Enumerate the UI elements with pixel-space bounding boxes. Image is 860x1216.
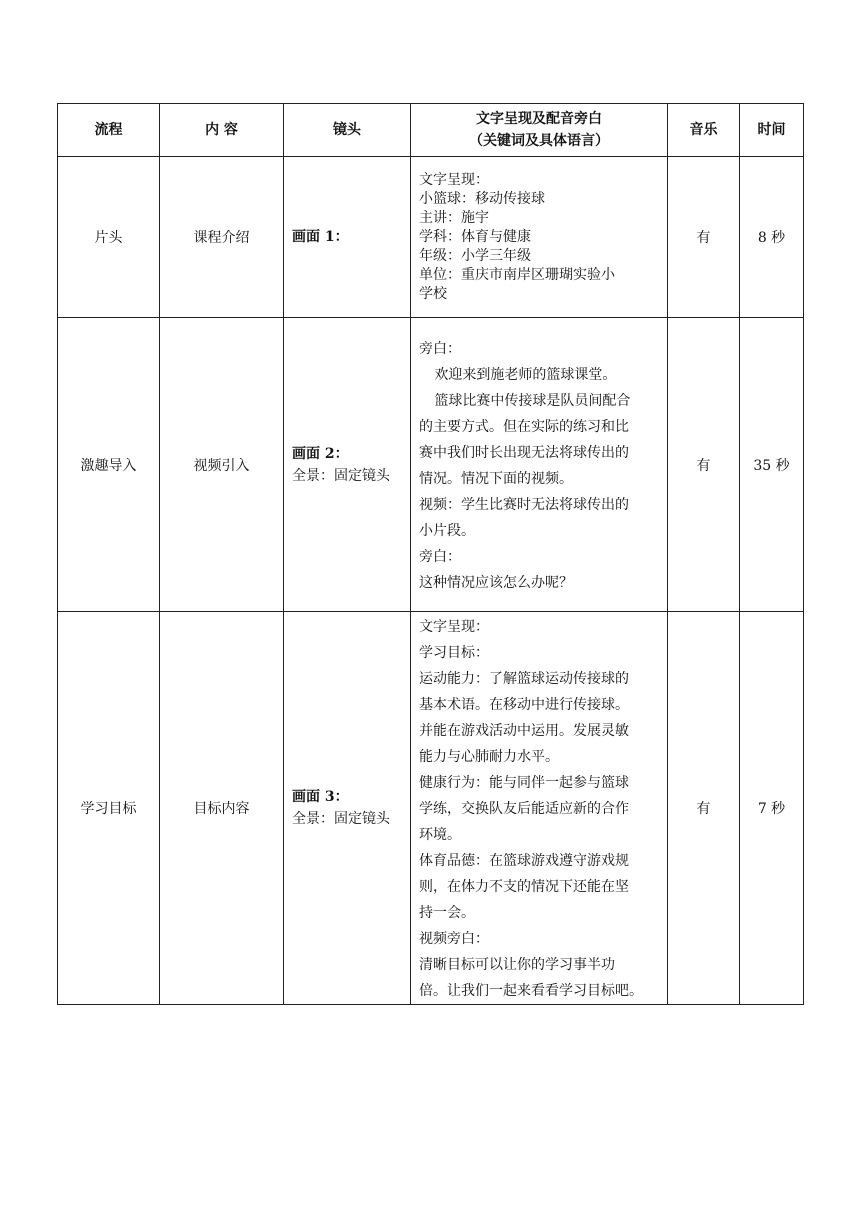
text-line: 年级：小学三年级 (419, 248, 531, 264)
text-line: 篮球比赛中传接球是队员间配合 (434, 393, 631, 409)
music-cell: 有 (668, 157, 740, 318)
text-line: 运动能力：了解篮球运动传接球的 (419, 671, 629, 687)
shot-detail: 全景：固定镜头 (292, 811, 390, 827)
text-line: 旁白： (419, 549, 461, 565)
header-row (58, 104, 804, 157)
text-line: 视频：学生比赛时无法将球传出的 (419, 497, 629, 513)
text-line: 体育品德：在篮球游戏遵守游戏规 (419, 853, 629, 869)
header-time: 时间 (740, 104, 804, 157)
text-cell (411, 318, 668, 612)
text-line: 主讲：施宇 (419, 210, 489, 226)
music-cell: 有 (668, 612, 740, 1005)
time-cell: 8 秒 (740, 157, 804, 318)
text-line: 清晰目标可以让你的学习事半功 (419, 957, 615, 973)
content-cell: 课程介绍 (160, 157, 284, 318)
header-shot: 镜头 (284, 104, 411, 157)
shot-title: 画面 2： (292, 445, 349, 462)
header-music: 音乐 (668, 104, 740, 157)
text-line: 能力与心肺耐力水平。 (419, 749, 559, 765)
content-cell: 目标内容 (160, 612, 284, 1005)
text-line: 情况。情况下面的视频。 (419, 471, 573, 487)
shot-cell (284, 157, 411, 318)
music-cell: 有 (668, 318, 740, 612)
shot-detail: 全景：固定镜头 (292, 467, 390, 484)
header-text-line2: （关键词及具体语言） (469, 133, 609, 149)
text-cell (411, 612, 668, 1005)
text-line: 单位：重庆市南岸区珊瑚实验小 (419, 267, 615, 283)
shot-cell (284, 612, 411, 1005)
storyboard-table (57, 103, 804, 1005)
header-content: 内 容 (160, 104, 284, 157)
text-line: 学练，交换队友后能适应新的合作 (419, 801, 629, 817)
time-cell: 7 秒 (740, 612, 804, 1005)
text-line: 小篮球：移动传接球 (419, 191, 545, 207)
process-cell: 学习目标 (58, 612, 160, 1005)
text-cell (411, 157, 668, 318)
text-line: 则，在体力不支的情况下还能在坚 (419, 879, 629, 895)
text-line: 基本术语。在移动中进行传接球。 (419, 697, 629, 713)
process-cell: 激趣导入 (58, 318, 160, 612)
shot-title: 画面 1： (292, 229, 349, 245)
text-line: 文字呈现： (419, 172, 489, 188)
text-line: 的主要方式。但在实际的练习和比 (419, 419, 629, 435)
header-text-line1: 文字呈现及配音旁白 (476, 111, 602, 127)
text-line: 学科：体育与健康 (419, 229, 531, 245)
header-process: 流程 (58, 104, 160, 157)
shot-title: 画面 3： (292, 789, 349, 805)
content-cell: 视频引入 (160, 318, 284, 612)
text-line: 倍。让我们一起来看看学习目标吧。 (419, 983, 643, 999)
table-row (58, 318, 804, 612)
text-line: 小片段。 (419, 523, 475, 539)
process-cell: 片头 (58, 157, 160, 318)
text-line: 旁白： (419, 341, 461, 357)
text-line: 这种情况应该怎么办呢？ (419, 575, 573, 591)
text-line: 健康行为：能与同伴一起参与篮球 (419, 775, 629, 791)
table-row (58, 612, 804, 1005)
shot-cell (284, 318, 411, 612)
time-cell: 35 秒 (740, 318, 804, 612)
text-line: 文字呈现： (419, 619, 489, 635)
text-line: 赛中我们时长出现无法将球传出的 (419, 445, 629, 461)
text-line: 学校 (419, 286, 447, 302)
text-line: 欢迎来到施老师的篮球课堂。 (434, 367, 617, 383)
text-line: 学习目标： (419, 645, 489, 661)
text-line: 并能在游戏活动中运用。发展灵敏 (419, 723, 629, 739)
text-line: 持一会。 (419, 905, 475, 921)
text-line: 视频旁白： (419, 931, 489, 947)
header-text (411, 104, 668, 157)
table-row (58, 157, 804, 318)
text-line: 环境。 (419, 827, 461, 843)
